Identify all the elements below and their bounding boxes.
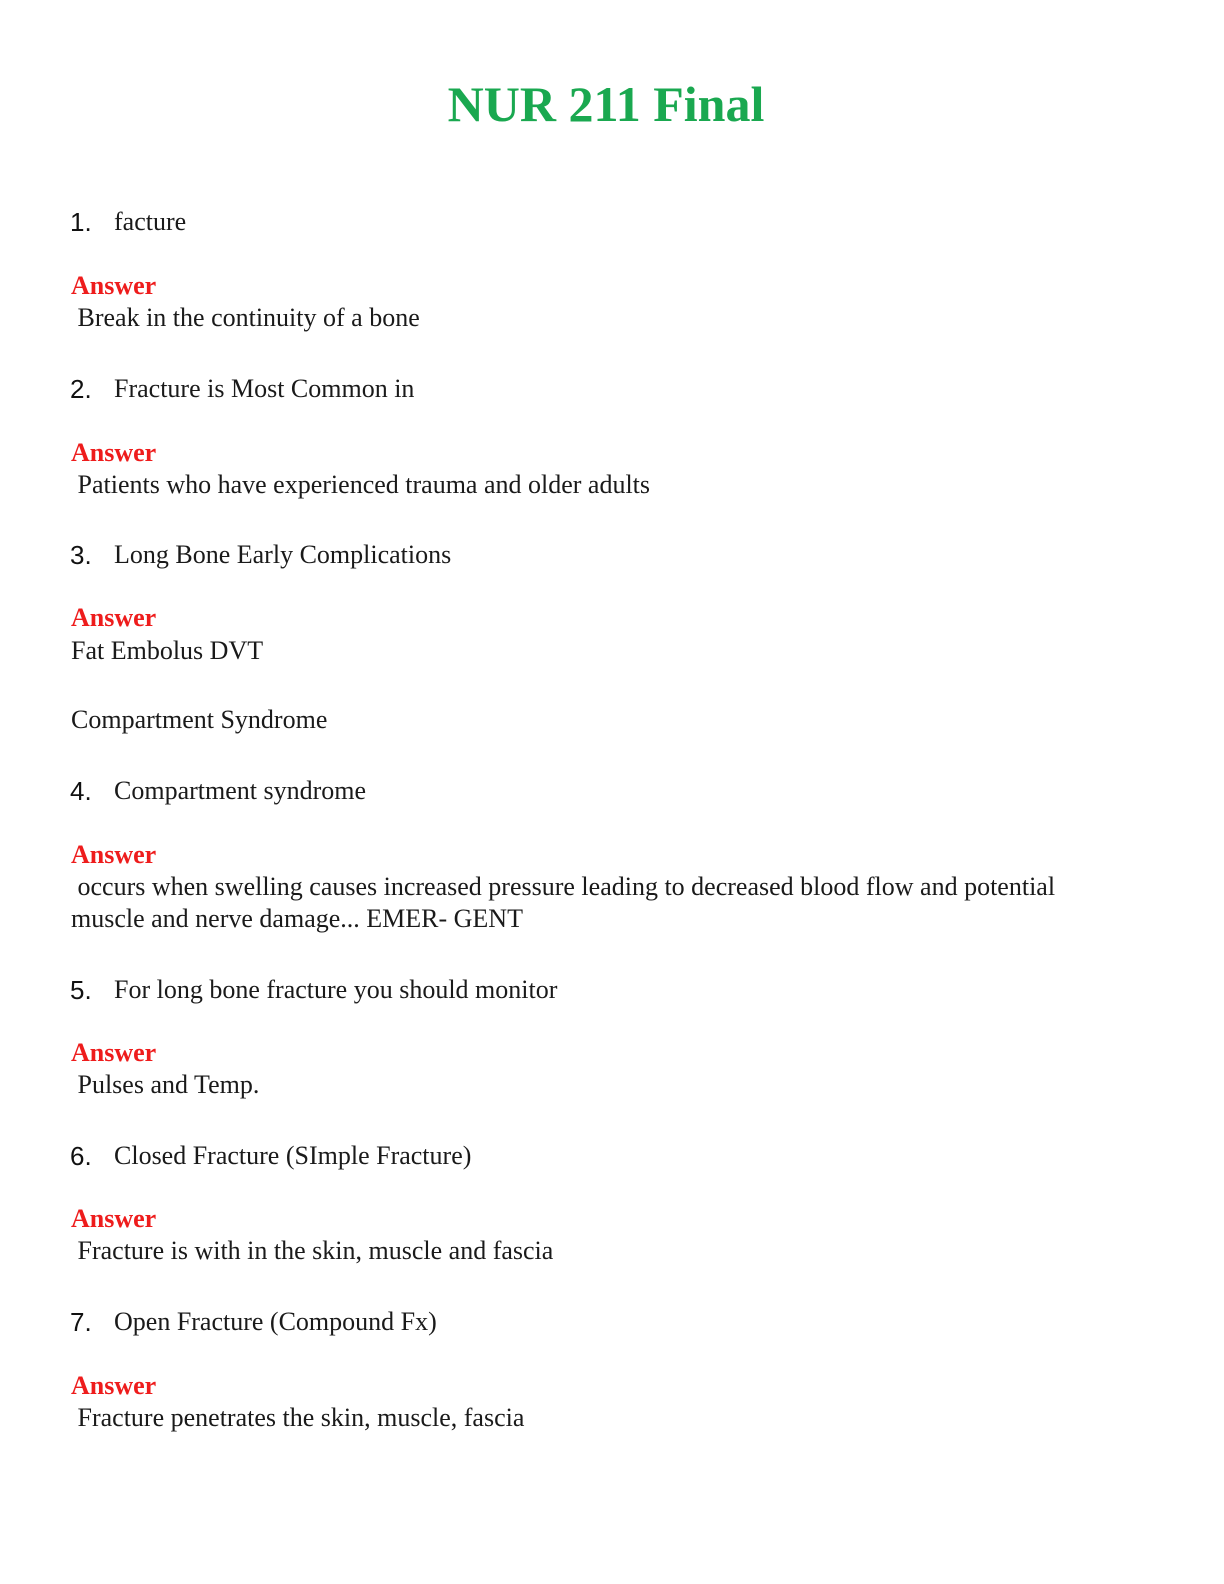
question-text: Fracture is Most Common in xyxy=(114,374,415,403)
question-number: 2. xyxy=(70,374,92,404)
answer-text: Fracture is with in the skin, muscle and fascia xyxy=(71,1236,554,1265)
answer-text: Break in the continuity of a bone xyxy=(71,303,420,332)
question-number: 6. xyxy=(70,1141,92,1171)
answer-text: Fat Embolus DVT xyxy=(71,636,264,665)
answer-label: Answer xyxy=(71,840,157,869)
answer-text: Compartment Syndrome xyxy=(71,705,328,734)
answer-label: Answer xyxy=(71,1038,157,1067)
question-number: 5. xyxy=(70,975,92,1005)
question-text: For long bone fracture you should monitor xyxy=(114,975,558,1004)
answer-text: occurs when swelling causes increased pressure leading to decreased blood flow and potential xyxy=(71,872,1056,901)
answer-text: Fracture penetrates the skin, muscle, fascia xyxy=(71,1403,525,1432)
answer-label: Answer xyxy=(71,271,157,300)
answer-text: Patients who have experienced trauma and older adults xyxy=(71,470,651,499)
question-number: 7. xyxy=(70,1307,92,1337)
answer-label: Answer xyxy=(71,603,157,632)
answer-label: Answer xyxy=(71,1204,157,1233)
question-text: facture xyxy=(114,207,187,236)
question-text: Compartment syndrome xyxy=(114,776,367,805)
question-number: 1. xyxy=(70,207,92,237)
answer-label: Answer xyxy=(71,1371,157,1400)
answer-text: Pulses and Temp. xyxy=(71,1070,260,1099)
document-title: NUR 211 Final xyxy=(447,76,765,132)
answer-text: muscle and nerve damage... EMER- GENT xyxy=(71,904,523,933)
question-text: Closed Fracture (SImple Fracture) xyxy=(114,1141,472,1170)
question-text: Long Bone Early Complications xyxy=(114,540,452,569)
question-number: 3. xyxy=(70,540,92,570)
question-number: 4. xyxy=(70,776,92,806)
answer-label: Answer xyxy=(71,438,157,467)
question-text: Open Fracture (Compound Fx) xyxy=(114,1307,437,1336)
